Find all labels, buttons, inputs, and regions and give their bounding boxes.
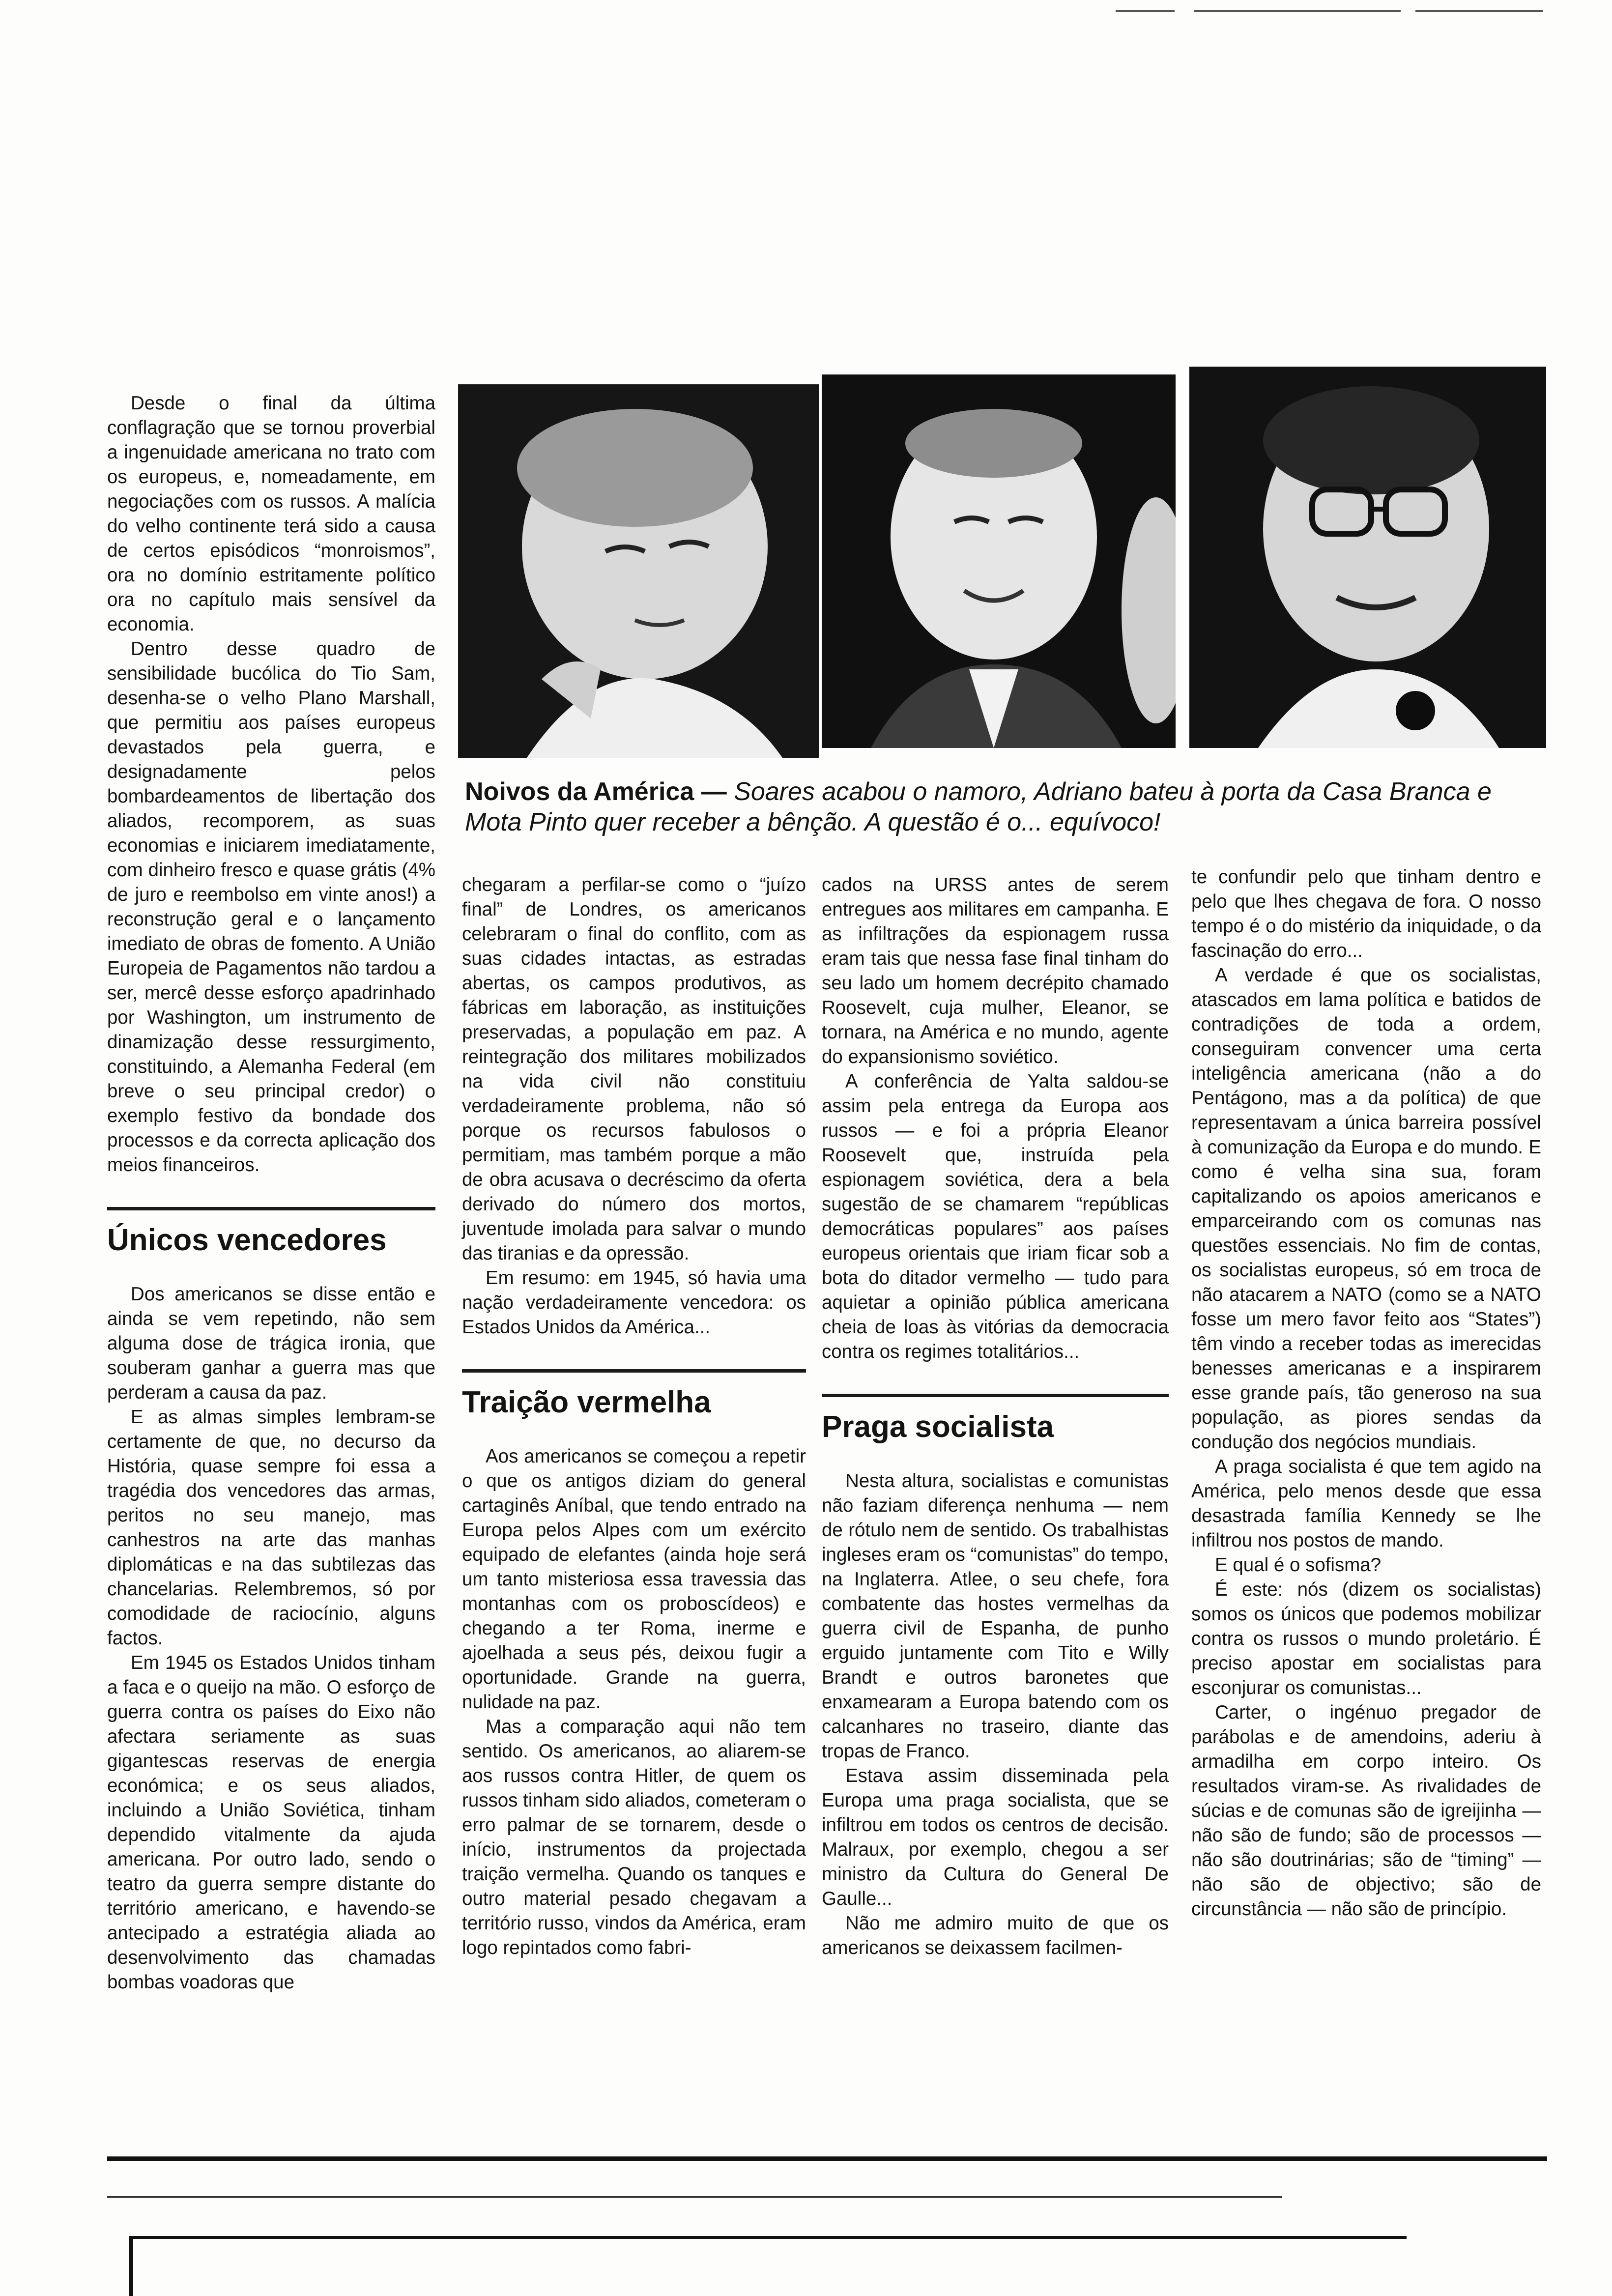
photo-mota-pinto bbox=[1189, 367, 1546, 748]
paragraph: A conferência de Yalta saldou-se assim pela entrega da Europa aos russos — e foi a própria Eleanor Roosevelt que, instruída pela espionagem soviética, dera a bela sugestão de se chamarem “repúblicas democráticas populares” aos países europeus orientais que iriam ficar sob a bota do ditador vermelho — tudo para aquietar a opinião pública americana cheia de loas às vitórias da democracia contra os regimes totalitários... bbox=[822, 1071, 1169, 1362]
photo-adriano bbox=[822, 374, 1176, 748]
column-1 bbox=[107, 391, 435, 1995]
paragraph: Dentro desse quadro de sensibilidade bucólica do Tio Sam, desenha-se o velho Plano Marshall, que permitiu aos países europeus devastados pela guerra, e designadamente pelos bombardeamentos de libertação dos aliados, recomporem, as suas economias e iniciarem imediatamente, com dinheiro fresco e quase grátis (4% de juro e reembolso em vinte anos!) a reconstrução geral e o lançamento imediato de obras de fomento. A União Europeia de Pagamentos não tardou a ser, mercê desse esforço apadrinhado por Washington, um instrumento de dinamização desse ressurgimento, constituindo, a Alemanha Federal (em breve o seu principal credor) o exemplo festivo da bondade dos processos e da correcta aplicação dos meios financeiros. bbox=[107, 638, 435, 1176]
paragraph: E qual é o sofisma? bbox=[1215, 1554, 1382, 1576]
scan-mark bbox=[1415, 10, 1543, 12]
section-rule bbox=[822, 1394, 1169, 1397]
corner-frame-left bbox=[129, 2236, 133, 2296]
paragraph: Nesta altura, socialistas e comunistas não faziam diferença nenhuma — nem de rótulo nem de sentido. Os trabalhistas ingleses eram os “comunistas” do tempo, na Inglaterra. Atlee, o seu chefe, fora combatente das hostes vermelhas da guerra civil de Espanha, de punho erguido juntamente com Tito e Willy Brandt e outros baronetes que enxamearam a Europa batendo com os calcanhares no traseiro, diante das tropas de Franco. bbox=[822, 1470, 1169, 1762]
corner-frame-top bbox=[129, 2236, 1407, 2239]
paragraph: te confundir pelo que tinham dentro e pelo que lhes chegava de fora. O nosso tempo é o do mistério da iniquidade, o da fascinação do erro... bbox=[1191, 866, 1541, 961]
paragraph: A verdade é que os socialistas, atascados em lama política e batidos de contradições de toda a ordem, conseguiram convencer uma certa inteligência americana (não a do Pentágono, mas a da política) de que representavam a única barreira possível à comunização da Europa e do mundo. E como é velha sina sua, foram capitalizando os apoios americanos e emparceirando com os comunas nas questões essenciais. No fim de contas, os socialistas europeus, só em troca de não atacarem a NATO (como se a NATO fosse um mero favor feito aos “States”) têm vindo a receber todas as imerecidas benesses americanas e a inspirarem esse grande país, tão generoso na sua população, as piores sendas da condução dos negócios mundiais. bbox=[1191, 965, 1541, 1453]
photo-caption bbox=[465, 776, 1531, 837]
column-2 bbox=[462, 873, 806, 1960]
scan-mark bbox=[1116, 10, 1175, 12]
bottom-rule bbox=[107, 2156, 1547, 2161]
paragraph: É este: nós (dizem os socialistas) somos os únicos que podemos mobilizar contra os russos o mundo proletário. É preciso apostar em socialistas para esconjurar os comunistas... bbox=[1191, 1579, 1541, 1698]
column-3 bbox=[822, 873, 1169, 1960]
column-4 bbox=[1191, 865, 1541, 1922]
caption-text: Soares acabou o namoro, Adriano bateu à porta da Casa Branca e Mota Pinto quer receber a bênção. A questão é o... equívoco! bbox=[465, 777, 1492, 836]
section-heading: Traição vermelha bbox=[462, 1385, 711, 1419]
paragraph: Aos americanos se começou a repetir o que os antigos diziam do general cartaginês Aníbal, que tendo entrado na Europa pelos Alpes com um exército equipado de elefantes (ainda hoje será um tanto misteriosa essa travessia das montanhas com os proboscídeos) e chegando a ter Roma, inerme e ajoelhada a seus pés, deixou fugir a oportunidade. Grande na guerra, nulidade na paz. bbox=[462, 1446, 806, 1713]
paragraph: A praga socialista é que tem agido na América, pelo menos desde que essa desastrada família Kennedy se lhe infiltrou nos postos de mando. bbox=[1191, 1456, 1541, 1551]
section-rule bbox=[462, 1369, 806, 1373]
paragraph: Dos americanos se disse então e ainda se vem repetindo, não sem alguma dose de trágica ironia, que souberam ganhar a guerra mas que perderam a causa da paz. bbox=[107, 1284, 435, 1403]
paragraph: Estava assim disseminada pela Europa uma praga socialista, que se infiltrou em todos os centros de decisão. Malraux, por exemplo, chegou a ser ministro da Cultura do General De Gaulle... bbox=[822, 1765, 1169, 1909]
bottom-rule-thin bbox=[107, 2196, 1282, 2198]
paragraph: chegaram a perfilar-se como o “juízo final” de Londres, os americanos celebraram o final do conflito, com as suas cidades intactas, as estradas abertas, os campos produtivos, as fábricas em laboração, as instituições preservadas, a população em paz. A reintegração dos militares mobilizados na vida civil não constituiu verdadeiramente problema, não só porque os recursos fabulosos o permitiam, mas também porque a mão de obra acusava o decréscimo da oferta derivado do número dos mortos, juventude imolada para salvar o mundo das tiranias e da opressão. bbox=[462, 874, 806, 1264]
paragraph: E as almas simples lembram-se certamente de que, no decurso da História, quase sempre foi essa a tragédia dos vencedores das armas, peritos no seu manejo, mas canhestros na arte das manhas diplomáticas e na das subtilezas das chancelarias. Relembremos, só por comodidade de raciocínio, alguns factos. bbox=[107, 1406, 435, 1649]
scan-mark bbox=[1194, 10, 1401, 12]
paragraph: Mas a comparação aqui não tem sentido. Os americanos, ao aliarem-se aos russos contra Hitler, de quem os russos tinham sido aliados, cometeram o erro palmar de se tornarem, desde o início, instrumentos da projectada traição vermelha. Quando os tanques e outro material pesado chegavam a território russo, vindos da América, eram logo repintados como fabri- bbox=[462, 1716, 806, 1958]
paragraph: Em resumo: em 1945, só havia uma nação verdadeiramente vencedora: os Estados Unidos da América... bbox=[462, 1267, 806, 1338]
photo-soares bbox=[458, 384, 819, 758]
section-rule bbox=[107, 1207, 435, 1210]
section-heading: Praga socialista bbox=[822, 1410, 1054, 1444]
paragraph: Desde o final da última conflagração que se tornou proverbial a ingenuidade americana no trato com os europeus, e, nomeadamente, em negociações com os russos. A malícia do velho continente terá sido a causa de certos episódicos “monroismos”, ora no domínio estritamente político ora no capítulo mais sensível da economia. bbox=[107, 393, 435, 635]
paragraph: cados na URSS antes de serem entregues aos militares em campanha. E as infiltrações da espionagem russa eram tais que nessa fase final tinham do seu lado um homem decrépito chamado Roosevelt, cuja mulher, Eleanor, se tornara, na América e no mundo, agente do expansionismo soviético. bbox=[822, 874, 1169, 1067]
caption-lead: Noivos da América — bbox=[465, 777, 727, 806]
paragraph: Não me admiro muito de que os americanos se deixassem facilmen- bbox=[822, 1913, 1169, 1958]
paragraph: Carter, o ingénuo pregador de parábolas e de amendoins, aderiu à armadilha em corpo inteiro. Os resultados viram-se. As rivalidades de súcias e de comunas são de igreijinha — não são de fundo; são de processos — não são doutrinárias; são de “timing” — não são de objectivo; são de circunstância — não são de princípio. bbox=[1191, 1702, 1541, 1920]
paragraph: Em 1945 os Estados Unidos tinham a faca e o queijo na mão. O esforço de guerra contra os países do Eixo não afectara seriamente as suas gigantescas reservas de energia económica; e os seus aliados, incluindo a União Soviética, tinham dependido vitalmente da ajuda americana. Por outro lado, sendo o teatro da guerra sempre distante do território americano, e havendo-se antecipado a estratégia aliada ao desenvolvimento das chamadas bombas voadoras que bbox=[107, 1652, 435, 1993]
section-heading: Únicos vencedores bbox=[107, 1223, 387, 1257]
